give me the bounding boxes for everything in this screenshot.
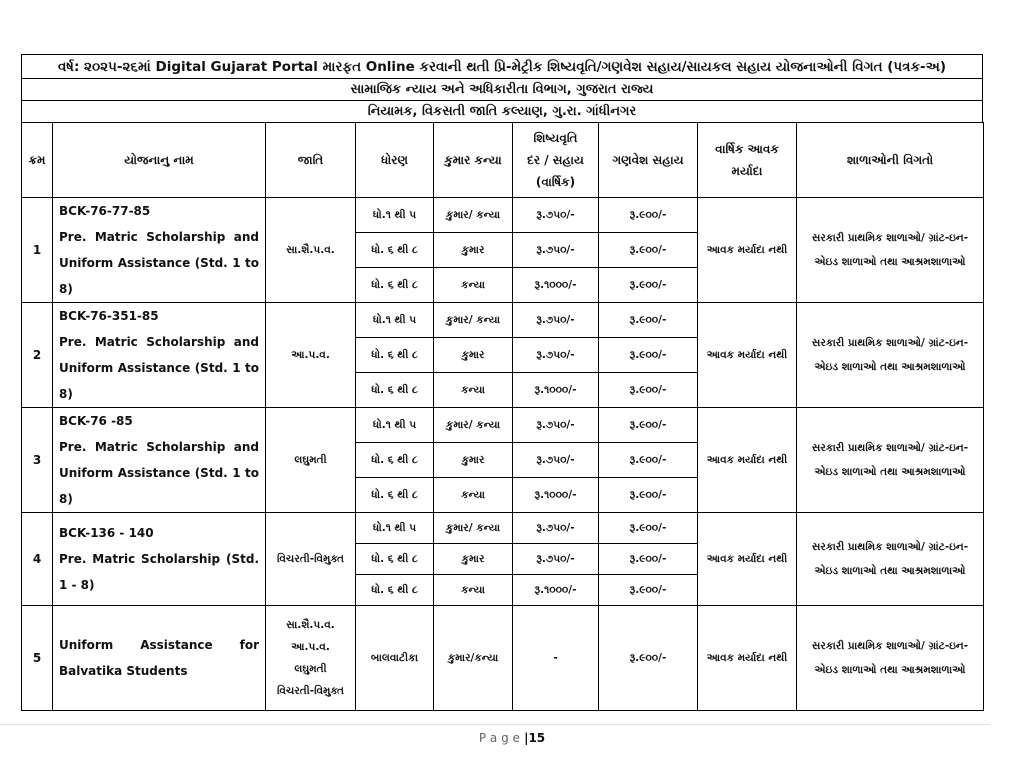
table-row xyxy=(22,198,984,233)
row-dhoran: ધો. ૬ થી ૮ xyxy=(356,373,434,408)
schemes-table xyxy=(21,122,984,711)
row-kumar-kanya: કન્યા xyxy=(434,575,513,606)
col-kumar-kanya: કુમાર કન્યા xyxy=(434,123,513,198)
row-kumar-kanya: કુમાર xyxy=(434,338,513,373)
row-shala: સરકારી પ્રાથમિક શાળાઓ/ ગ્રાંટ-ઇન-એઇડ શાળાઓ તથા આશ્રમશાળાઓ xyxy=(797,408,984,513)
row-shala: સરકારી પ્રાથમિક શાળાઓ/ ગ્રાંટ-ઇન-એઇડ શાળાઓ તથા આશ્રમશાળાઓ xyxy=(797,513,984,606)
row-scheme-name xyxy=(53,198,266,303)
row-kram: 3 xyxy=(22,408,53,513)
row-shala: સરકારી પ્રાથમિક શાળાઓ/ ગ્રાંટ-ઇન-એઇડ શાળાઓ તથા આશ્રમશાળાઓ xyxy=(797,606,984,711)
scheme-title: Pre. Matric Scholarship and Uniform Assistance (Std. 1 to 8) xyxy=(59,440,259,506)
row-dar: રૂ.૧૦૦૦/- xyxy=(513,575,599,606)
jati-item: સા.શૈ.પ.વ. xyxy=(286,619,335,631)
header-title: વર્ષ: ૨૦૨૫-૨૬માં Digital Gujarat Portal મારફત Online કરવાની થતી પ્રિ-મેટ્રીક શિષ્યવૃતિ/ગણવેશ સહાય/સાયકલ સહાય યોજનાઓની વિગત (પત્રક-અ) xyxy=(21,54,983,78)
row-dar: રૂ.૭૫૦/- xyxy=(513,443,599,478)
scheme-title: Pre. Matric Scholarship and Uniform Assistance (Std. 1 to 8) xyxy=(59,230,259,296)
col-avak-line1: વાર્ષિક આવક xyxy=(715,142,779,156)
row-dar: રૂ.૭૫૦/- xyxy=(513,408,599,443)
row-dhoran: ધો. ૬ થી ૮ xyxy=(356,443,434,478)
row-kram: 5 xyxy=(22,606,53,711)
row-dar: રૂ.૧૦૦૦/- xyxy=(513,268,599,303)
row-jati: સા.શૈ.પ.વ. xyxy=(266,198,356,303)
row-avak: આવક મર્યાદા નથી xyxy=(698,513,797,606)
row-dhoran: ધો. ૬ થી ૮ xyxy=(356,478,434,513)
scheme-code: BCK-76-77-85 xyxy=(59,204,151,218)
row-ganvesh: રૂ.૯૦૦/- xyxy=(599,303,698,338)
row-ganvesh: રૂ.૯૦૦/- xyxy=(599,373,698,408)
jati-item: વિચરતી-વિમુક્ત xyxy=(277,685,344,697)
row-scheme-name xyxy=(53,606,266,711)
row-dhoran: ધો.૧ થી ૫ xyxy=(356,303,434,338)
row-ganvesh: રૂ.૯૦૦/- xyxy=(599,443,698,478)
row-dar: રૂ.૭૫૦/- xyxy=(513,303,599,338)
scheme-code: BCK-76-351-85 xyxy=(59,309,159,323)
jati-item: આ.પ.વ. xyxy=(291,641,330,653)
row-dhoran: ધો. ૬ થી ૮ xyxy=(356,575,434,606)
row-kumar-kanya: કુમાર/ કન્યા xyxy=(434,513,513,544)
row-ganvesh: રૂ.૯૦૦/- xyxy=(599,338,698,373)
row-jati xyxy=(266,606,356,711)
row-kumar-kanya: કુમાર/કન્યા xyxy=(434,606,513,711)
col-jati: જાતિ xyxy=(266,123,356,198)
col-avak-line2: મર્યાદા xyxy=(731,164,763,178)
row-scheme-name xyxy=(53,513,266,606)
row-dar: રૂ.૭૫૦/- xyxy=(513,338,599,373)
row-ganvesh: રૂ.૯૦૦/- xyxy=(599,268,698,303)
footer-divider xyxy=(0,724,990,725)
table-header-row xyxy=(22,123,984,198)
row-dar: રૂ.૧૦૦૦/- xyxy=(513,478,599,513)
row-dar: રૂ.૭૫૦/- xyxy=(513,198,599,233)
row-shala: સરકારી પ્રાથમિક શાળાઓ/ ગ્રાંટ-ઇન-એઇડ શાળાઓ તથા આશ્રમશાળાઓ xyxy=(797,198,984,303)
row-ganvesh: રૂ.૯૦૦/- xyxy=(599,513,698,544)
row-kumar-kanya: કુમાર xyxy=(434,443,513,478)
page-number: 15 xyxy=(528,731,546,745)
col-dar xyxy=(513,123,599,198)
col-dar-line1: શિષ્યવૃતિ xyxy=(533,131,578,145)
row-ganvesh: રૂ.૯૦૦/- xyxy=(599,606,698,711)
row-ganvesh: રૂ.૯૦૦/- xyxy=(599,478,698,513)
row-dar: રૂ.૧૦૦૦/- xyxy=(513,373,599,408)
row-ganvesh: રૂ.૯૦૦/- xyxy=(599,408,698,443)
table-row xyxy=(22,513,984,544)
row-kumar-kanya: કુમાર/ કન્યા xyxy=(434,303,513,338)
row-kumar-kanya: કન્યા xyxy=(434,268,513,303)
jati-item: લઘુમતી xyxy=(294,663,327,675)
page-label: P a g e xyxy=(478,731,520,745)
scheme-code: BCK-136 - 140 xyxy=(59,526,154,540)
header-department: સામાજિક ન્યાય અને અધિકારીતા વિભાગ, ગુજરાત રાજ્ય xyxy=(21,78,983,100)
col-ganvesh: ગણવેશ સહાય xyxy=(599,123,698,198)
row-avak: આવક મર્યાદા નથી xyxy=(698,606,797,711)
row-avak: આવક મર્યાદા નથી xyxy=(698,408,797,513)
row-kumar-kanya: કન્યા xyxy=(434,373,513,408)
row-avak: આવક મર્યાદા નથી xyxy=(698,198,797,303)
row-jati: આ.પ.વ. xyxy=(266,303,356,408)
col-dar-line2: દર / સહાય xyxy=(527,153,584,167)
row-dhoran: ધો. ૬ થી ૮ xyxy=(356,268,434,303)
scheme-title: Uniform Assistance for Balvatika Students xyxy=(59,638,259,678)
col-kram: ક્રમ xyxy=(22,123,53,198)
row-jati: વિચરતી-વિમુક્ત xyxy=(266,513,356,606)
col-yojna: યોજનાનુ નામ xyxy=(53,123,266,198)
row-kumar-kanya: કુમાર/ કન્યા xyxy=(434,198,513,233)
scheme-code: BCK-76 -85 xyxy=(59,414,133,428)
row-dar: રૂ.૭૫૦/- xyxy=(513,513,599,544)
row-dhoran: ધો. ૬ થી ૮ xyxy=(356,233,434,268)
row-dar: રૂ.૭૫૦/- xyxy=(513,233,599,268)
row-dhoran: બાલવાટીકા xyxy=(356,606,434,711)
page-separator: | xyxy=(519,731,529,745)
row-dhoran: ધો.૧ થી ૫ xyxy=(356,513,434,544)
row-dhoran: ધો. ૬ થી ૮ xyxy=(356,544,434,575)
row-dhoran: ધો.૧ થી ૫ xyxy=(356,408,434,443)
row-scheme-name xyxy=(53,303,266,408)
table-row xyxy=(22,606,984,711)
scheme-title: Pre. Matric Scholarship (Std. 1 - 8) xyxy=(59,552,259,592)
page-footer xyxy=(0,731,1024,745)
col-shala: શાળાઓની વિગતો xyxy=(797,123,984,198)
row-kumar-kanya: કુમાર xyxy=(434,233,513,268)
scheme-title: Pre. Matric Scholarship and Uniform Assistance (Std. 1 to 8) xyxy=(59,335,259,401)
table-row xyxy=(22,303,984,338)
row-ganvesh: રૂ.૯૦૦/- xyxy=(599,233,698,268)
row-ganvesh: રૂ.૯૦૦/- xyxy=(599,544,698,575)
row-kumar-kanya: કુમાર/ કન્યા xyxy=(434,408,513,443)
table-row xyxy=(22,408,984,443)
row-scheme-name xyxy=(53,408,266,513)
row-dar: - xyxy=(513,606,599,711)
row-jati: લઘુમતી xyxy=(266,408,356,513)
col-dhoran: ધોરણ xyxy=(356,123,434,198)
col-dar-line3: (વાર્ષિક) xyxy=(535,175,576,189)
row-dar: રૂ.૭૫૦/- xyxy=(513,544,599,575)
header-directorate: નિયામક, વિકસતી જાતિ કલ્યાણ, ગુ.રા. ગાંધીનગર xyxy=(21,100,983,122)
row-kram: 1 xyxy=(22,198,53,303)
row-ganvesh: રૂ.૯૦૦/- xyxy=(599,575,698,606)
row-ganvesh: રૂ.૯૦૦/- xyxy=(599,198,698,233)
col-avak xyxy=(698,123,797,198)
row-kram: 4 xyxy=(22,513,53,606)
row-shala: સરકારી પ્રાથમિક શાળાઓ/ ગ્રાંટ-ઇન-એઇડ શાળાઓ તથા આશ્રમશાળાઓ xyxy=(797,303,984,408)
row-kram: 2 xyxy=(22,303,53,408)
row-dhoran: ધો.૧ થી ૫ xyxy=(356,198,434,233)
row-kumar-kanya: કન્યા xyxy=(434,478,513,513)
row-avak: આવક મર્યાદા નથી xyxy=(698,303,797,408)
row-dhoran: ધો. ૬ થી ૮ xyxy=(356,338,434,373)
row-kumar-kanya: કુમાર xyxy=(434,544,513,575)
